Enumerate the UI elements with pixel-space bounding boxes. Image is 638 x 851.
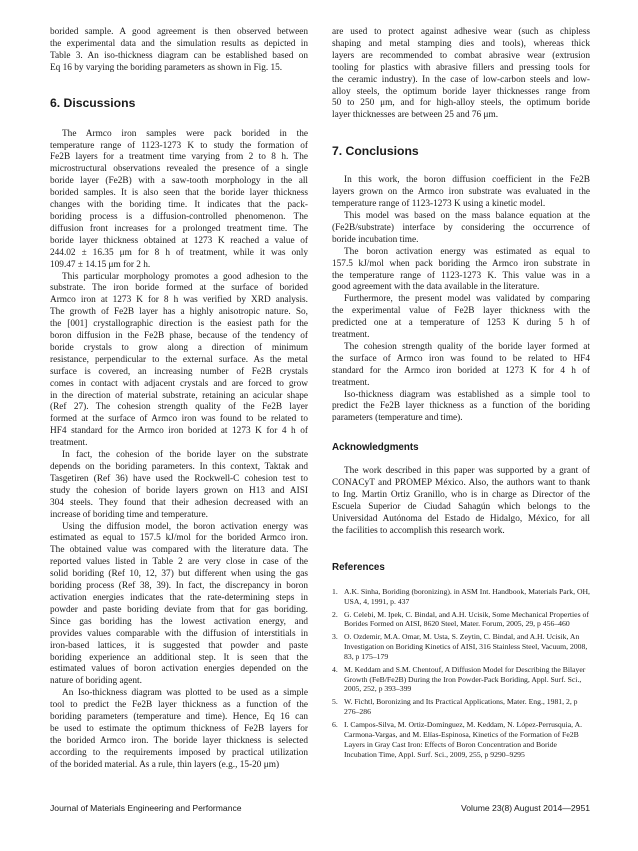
text-line: treatment. bbox=[332, 330, 370, 341]
conclusion-paragraph-3 bbox=[332, 247, 590, 295]
text-line: parameters (temperature and time). bbox=[332, 413, 463, 424]
text-line: provides values comparable with the diffusion of interstitials in bbox=[50, 628, 308, 639]
text-line: tooling for plastics with abrasive fillers and pressing tools for bbox=[332, 62, 590, 73]
text-line: layer thicknesses are between 25 and 76 μm. bbox=[332, 110, 499, 121]
text-line: An Iso-thickness diagram was plotted to be used as a simple bbox=[62, 688, 308, 699]
text-line: Fe2B layers for a treatment time varying from 2 to 8 h. The bbox=[50, 152, 308, 163]
left-column bbox=[50, 27, 308, 772]
text-line: good agreement with the data available in the literature. bbox=[332, 282, 540, 293]
text-line: boriding process (Ref 38, 39). In fact, the discrepancy in boron bbox=[50, 581, 308, 592]
discussions-heading: 6. Discussions bbox=[50, 95, 136, 110]
text-line: HF4 standard for the Armco iron borided at 1273 K for 4 h of bbox=[50, 426, 308, 437]
conclusion-paragraph-5 bbox=[332, 342, 590, 390]
text-line: nature of boriding agent. bbox=[50, 676, 142, 687]
discussion-paragraph-1 bbox=[50, 129, 308, 272]
text-line: predicted one at a temperature of 1253 K during 5 h of bbox=[332, 318, 590, 329]
reference-number: 3. bbox=[332, 632, 338, 642]
text-line: Universidad Autónoma del Estado de Hidalgo, México, for all bbox=[332, 513, 590, 524]
text-line: comes in contact with adjacent crystals and are forced to grow bbox=[50, 378, 308, 389]
text-line: reported values listed in Table 2 are very close in case of the bbox=[50, 557, 308, 568]
conclusion-paragraph-4 bbox=[332, 294, 590, 342]
reference-text: M. Keddam and S.M. Chentouf, A Diffusion Model for Describing the Bilayer Growth (FeB/Fe2B) During the Iron Powder-Pack Boriding, Appl. Surf. Sci., 2005, 252, p 393–399 bbox=[344, 664, 586, 694]
text-line: Eq 16 by varying the boriding parameters as shown in Fig. 15. bbox=[50, 62, 283, 73]
text-line: 244.02 ± 16.35 μm for 8 h of treatment, while it was only bbox=[50, 247, 308, 258]
conclusion-paragraph-6 bbox=[332, 390, 590, 426]
text-line: diffusion front increases for a prolonged treatment time. The bbox=[50, 223, 308, 234]
conclusion-paragraph-2 bbox=[332, 211, 590, 247]
text-line: This model was based on the mass balance equation at the bbox=[344, 210, 590, 221]
conclusion-paragraph-1 bbox=[332, 175, 590, 211]
text-line: The work described in this paper was supported by a grant of bbox=[344, 466, 590, 477]
reference-item bbox=[332, 665, 590, 694]
reference-number: 5. bbox=[332, 697, 338, 707]
text-line: the experimental value of Fe2B layer thickness with the bbox=[332, 306, 590, 317]
acknowledgments-heading: Acknowledgments bbox=[332, 442, 419, 454]
text-line: (Fe2B/substrate) interface by considering the occurrence of bbox=[332, 222, 590, 233]
text-line: boride layer thickness obtained at 1273 K reached a value of bbox=[50, 235, 308, 246]
discussion-paragraph-5 bbox=[50, 688, 308, 771]
text-line: Using the diffusion model, the boron activation energy was bbox=[62, 521, 308, 532]
text-line: 157.5 kJ/mol when pack boriding the Armco iron substrate in bbox=[332, 258, 590, 269]
text-line: temperature range of 1123-1273 K using a kinetic model. bbox=[332, 199, 546, 210]
discussion-paragraph-2 bbox=[50, 272, 308, 451]
reference-item bbox=[332, 720, 590, 759]
reference-number: 2. bbox=[332, 609, 338, 619]
text-line: The growth of Fe2B layer has a highly anisotropic nature. So, bbox=[50, 307, 308, 318]
continued-paragraph bbox=[332, 27, 590, 122]
text-line: boride incubation time. bbox=[332, 234, 419, 245]
text-line: depends on the boriding parameters. In this context, Taktak and bbox=[50, 462, 308, 472]
right-column bbox=[332, 27, 590, 763]
text-line: 109.47 ± 14.15 μm for 2 h. bbox=[50, 259, 151, 270]
text-line: tool to predict the Fe2B layer thickness as a function of the bbox=[50, 700, 308, 711]
text-line: surface is covered, an increasing number of Fe2B crystals bbox=[50, 366, 308, 377]
text-line: study the cohesion of boride layers grown on H13 and AISI bbox=[50, 485, 308, 496]
discussion-paragraph-3 bbox=[50, 450, 308, 521]
text-line: (Ref 27). The cohesion strength quality of the Fe2B layer bbox=[50, 402, 308, 413]
text-line: the [001] crystallographic direction is the easiest path for the bbox=[50, 319, 308, 330]
text-line: The obtained value was compared with the literature data. The bbox=[50, 545, 308, 556]
text-line: boride crystals to grow along a direction of minimum bbox=[50, 342, 308, 353]
reference-number: 6. bbox=[332, 720, 338, 730]
text-line: to Ing. Martin Ortiz Granillo, who is in charge as Director of the bbox=[332, 490, 590, 501]
text-line: 304 steels. They found that their adhesion decreased with an bbox=[50, 497, 308, 508]
text-line: increase of boriding time and temperature. bbox=[50, 509, 208, 520]
text-line: This particular morphology promotes a good adhesion to the bbox=[62, 271, 308, 282]
reference-text: I. Campos-Silva, M. Ortiz-Domínguez, M. Keddam, N. López-Perrusquia, A. Carmona-Vargas, and M. Elías-Espinosa, Kinetics of the Formation of Fe2B Layers in Gray Cast Iron: Effects of Boron Concentration and Boride Incubation Time, Appl. Surf. Sci., 2009, 255, p 9290–9295 bbox=[344, 720, 583, 759]
text-line: treatment. bbox=[50, 438, 88, 449]
text-line: boriding process is a diffusion-controlled phenomenon. The bbox=[50, 211, 308, 222]
text-line: solid boriding (Ref 10, 12, 37) but different when using the gas bbox=[50, 569, 308, 580]
text-line: the borided Armco iron. The boride layer thickness is selected bbox=[50, 735, 308, 746]
text-line: layers grown on the Armco iron substrate was evaluated in the bbox=[332, 187, 590, 198]
reference-text: W. Fichtl, Boronizing and Its Practical Applications, Mater. Eng., 1981, 2, p 276–286 bbox=[344, 697, 578, 717]
text-line: according to the requirements imposed by practical utilization bbox=[50, 747, 308, 758]
reference-list bbox=[332, 587, 590, 760]
text-line: The boron activation energy was estimated as equal to bbox=[344, 246, 590, 257]
text-line: boride layer (Fe2B) with a saw-tooth morphology in the all bbox=[50, 176, 308, 187]
text-line: boron diffusion in the Fe2B phase, because of the tendency of bbox=[50, 331, 308, 342]
text-line: the facilities to accomplish this research work. bbox=[332, 525, 505, 536]
text-line: Armco iron at 1273 K for 8 h was verified by XRD analysis. bbox=[50, 295, 308, 306]
text-line: of the borided material. As a rule, thin layers (e.g., 15-20 μm) bbox=[50, 759, 280, 770]
text-line: changes with the boriding time. It indicates that the pack- bbox=[50, 200, 308, 211]
text-line: activation energies indicates that the rate-determining steps in bbox=[50, 592, 308, 603]
text-line: the temperature range of 1123-1273 K. This value was in a bbox=[332, 270, 590, 281]
reference-item bbox=[332, 587, 590, 607]
text-line: substrate. The iron boride formed at the surface of borided bbox=[50, 283, 308, 294]
text-line: borided sample. A good agreement is then observed between bbox=[50, 27, 308, 37]
text-line: Since gas boriding has the lowest activation energy, and bbox=[50, 616, 308, 627]
text-line: formed at the surface of Armco iron was found to be related to bbox=[50, 414, 308, 425]
text-line: the ceramic industry). In the case of low-carbon steels and low- bbox=[332, 74, 590, 85]
text-line: be used to estimate the optimum thickness of Fe2B layers for bbox=[50, 723, 308, 734]
text-line: treatment. bbox=[332, 377, 370, 388]
reference-number: 4. bbox=[332, 664, 338, 674]
text-line: alloy steels, the optimum boride layer thicknesses range from bbox=[332, 86, 590, 97]
journal-name: Journal of Materials Engineering and Performance bbox=[50, 803, 242, 813]
discussion-paragraph-4 bbox=[50, 522, 308, 689]
reference-text: O. Ozdemir, M.A. Omar, M. Usta, S. Zeytin, C. Bindal, and A.H. Ucisik, An Investigation on Boriding Kinetics of AISI, 316 Stainless Steel, Vacuum, 2008, 83, p 175–179 bbox=[344, 632, 588, 661]
reference-item bbox=[332, 632, 590, 661]
text-line: In fact, the cohesion of the boride layer on the substrate bbox=[62, 450, 308, 461]
text-line: are used to protect against adhesive wear (such as chipless bbox=[332, 27, 590, 37]
text-line: boriding experience an additional step. It is seen that the bbox=[50, 652, 308, 663]
text-line: CONACyT and PROMEP México. Also, the authors want to thank bbox=[332, 478, 590, 489]
text-line: 50 to 250 μm, and for high-alloy steels, the optimum boride bbox=[332, 98, 590, 109]
text-line: shaping and metal stamping dies and tools), whereas thick bbox=[332, 38, 590, 49]
text-line: borided samples. It is also seen that the boride layer thickness bbox=[50, 188, 308, 199]
reference-item bbox=[332, 697, 590, 717]
text-line: predict the Fe2B layer thickness as a function of the boriding bbox=[332, 401, 590, 412]
reference-item bbox=[332, 610, 590, 630]
text-line: the surface of Armco iron was found to be related to HF4 bbox=[332, 353, 590, 364]
reference-text: A.K. Sinha, Boriding (boronizing). in ASM Int. Handbook, Materials Park, OH, USA, 4, 1991, p. 437 bbox=[344, 586, 590, 606]
text-line: Tasgetiren (Ref 36) have used the Rockwell-C cohesion test to bbox=[50, 473, 308, 484]
reference-number: 1. bbox=[332, 586, 338, 596]
text-line: resistance, perpendicular to the external surface. As the metal bbox=[50, 354, 308, 365]
text-line: the experimental data and the simulation results as depicted in bbox=[50, 38, 308, 49]
text-line: estimated values of boron activation energies depended on the bbox=[50, 664, 308, 675]
acknowledgments-paragraph bbox=[332, 466, 590, 537]
text-line: Iso-thickness diagram was established as a simple tool to bbox=[344, 389, 590, 400]
text-line: Escuela Superior de Ciudad Sahagún which belongs to the bbox=[332, 502, 590, 512]
reference-text: G. Celebi, M. Ipek, C. Bindal, and A.H. Ucisik, Some Mechanical Properties of Borides Formed on AISI, 8620 Steel, Mater. Forum, 2005, 29, p 456–460 bbox=[344, 609, 589, 629]
references-heading: References bbox=[332, 561, 385, 573]
intro-paragraph bbox=[50, 27, 308, 75]
text-line: estimated as equal to 157.5 kJ/mol for the borided Armco iron. bbox=[50, 533, 308, 544]
text-line: Table 3. An iso-thickness diagram can be established based on bbox=[50, 50, 308, 61]
text-line: boriding parameters (temperature and time). Hence, Eq 16 can bbox=[50, 712, 308, 723]
text-line: microstructural observations revealed the presence of a single bbox=[50, 164, 308, 175]
text-line: Furthermore, the present model was validated by comparing bbox=[344, 294, 590, 305]
volume-page: Volume 23(8) August 2014—2951 bbox=[461, 803, 590, 813]
text-line: powder and paste boriding deviate from that for gas boriding. bbox=[50, 604, 308, 615]
text-line: The cohesion strength quality of the boride layer formed at bbox=[344, 341, 590, 352]
conclusions-heading: 7. Conclusions bbox=[332, 144, 419, 159]
text-line: iron-based lattices, it is suggested that powder and paste bbox=[50, 640, 308, 651]
text-line: temperature range of 1123-1273 K to study the formation of bbox=[50, 140, 308, 151]
text-line: layers are recommended to combat abrasive wear (extrusion bbox=[332, 50, 590, 61]
text-line: The Armco iron samples were pack borided in the bbox=[62, 128, 308, 139]
text-line: in the direction of material substrate, retaining an acicular shape bbox=[50, 390, 308, 401]
text-line: In this work, the boron diffusion coefficient in the Fe2B bbox=[344, 175, 590, 186]
text-line: standard for the Armco iron borided at 1273 K for 4 h of bbox=[332, 365, 590, 376]
